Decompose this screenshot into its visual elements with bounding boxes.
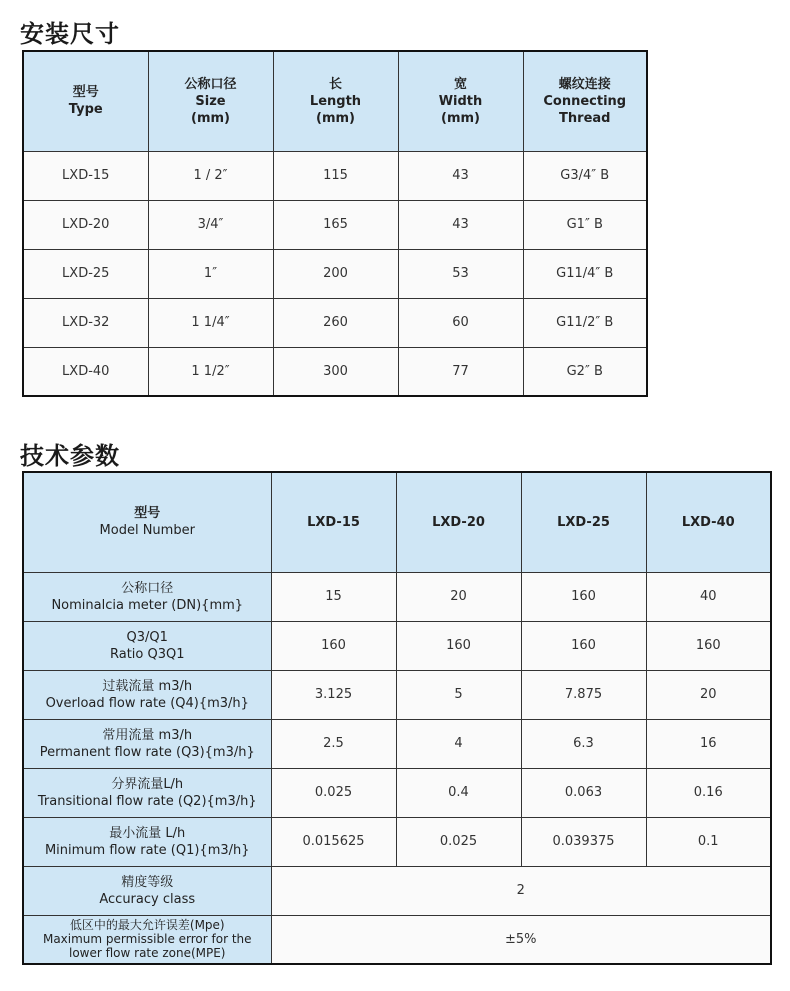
install-header-length: 长 Length (mm) xyxy=(273,51,398,151)
install-cell-size: 1″ xyxy=(148,249,273,298)
install-header-type: 型号 Type xyxy=(23,51,148,151)
install-cell-width: 53 xyxy=(398,249,523,298)
table-row xyxy=(23,621,771,670)
tech-section-title: 技术参数 xyxy=(20,442,120,470)
tech-cell: 16 xyxy=(646,719,771,768)
tech-cell: 160 xyxy=(396,621,521,670)
install-cell-thread: G11/2″ B xyxy=(523,298,647,347)
table-row xyxy=(23,347,647,396)
tech-cell: 40 xyxy=(646,572,771,621)
tech-header-model: 型号 Model Number xyxy=(23,472,271,572)
tech-row-label: 最小流量 L/h Minimum flow rate (Q1){m3/h} xyxy=(23,817,271,866)
install-cell-type: LXD-40 xyxy=(23,347,148,396)
tech-cell: 4 xyxy=(396,719,521,768)
install-header-size: 公称口径 Size (mm) xyxy=(148,51,273,151)
install-dimensions-table xyxy=(22,50,648,397)
install-cell-size: 3/4″ xyxy=(148,200,273,249)
tech-header-lxd20: LXD-20 xyxy=(396,472,521,572)
install-cell-width: 60 xyxy=(398,298,523,347)
tech-cell: 0.4 xyxy=(396,768,521,817)
install-cell-length: 300 xyxy=(273,347,398,396)
install-cell-thread: G1″ B xyxy=(523,200,647,249)
install-cell-length: 200 xyxy=(273,249,398,298)
tech-cell: 20 xyxy=(646,670,771,719)
tech-row-label: Q3/Q1 Ratio Q3Q1 xyxy=(23,621,271,670)
install-header-width: 宽 Width (mm) xyxy=(398,51,523,151)
install-cell-size: 1 1/4″ xyxy=(148,298,273,347)
tech-row-label: 过载流量 m3/h Overload flow rate (Q4){m3/h} xyxy=(23,670,271,719)
tech-cell: 0.025 xyxy=(396,817,521,866)
install-header-thread: 螺纹连接 Connecting Thread xyxy=(523,51,647,151)
table-row xyxy=(23,200,647,249)
install-section-title: 安装尺寸 xyxy=(20,20,120,48)
install-cell-length: 165 xyxy=(273,200,398,249)
tech-cell: 0.015625 xyxy=(271,817,396,866)
accuracy-class-label: 精度等级 Accuracy class xyxy=(23,866,271,915)
tech-row-label: 分界流量L/h Transitional flow rate (Q2){m3/h} xyxy=(23,768,271,817)
mpe-value: ±5% xyxy=(271,915,771,964)
install-header-row xyxy=(23,51,647,151)
tech-row-label: 公称口径 Nominalcia meter (DN){mm} xyxy=(23,572,271,621)
tech-cell: 0.16 xyxy=(646,768,771,817)
install-cell-length: 115 xyxy=(273,151,398,200)
tech-cell: 0.063 xyxy=(521,768,646,817)
table-row xyxy=(23,866,771,915)
tech-params-table xyxy=(22,471,772,965)
table-row xyxy=(23,151,647,200)
install-cell-width: 43 xyxy=(398,200,523,249)
install-cell-size: 1 / 2″ xyxy=(148,151,273,200)
table-row xyxy=(23,915,771,964)
tech-cell: 20 xyxy=(396,572,521,621)
tech-cell: 160 xyxy=(646,621,771,670)
install-cell-type: LXD-25 xyxy=(23,249,148,298)
install-cell-type: LXD-15 xyxy=(23,151,148,200)
accuracy-class-value: 2 xyxy=(271,866,771,915)
install-cell-width: 77 xyxy=(398,347,523,396)
tech-cell: 160 xyxy=(271,621,396,670)
table-row xyxy=(23,817,771,866)
tech-cell: 2.5 xyxy=(271,719,396,768)
install-cell-thread: G3/4″ B xyxy=(523,151,647,200)
table-row xyxy=(23,572,771,621)
install-cell-length: 260 xyxy=(273,298,398,347)
table-row xyxy=(23,670,771,719)
tech-header-lxd25: LXD-25 xyxy=(521,472,646,572)
install-cell-type: LXD-32 xyxy=(23,298,148,347)
tech-header-row xyxy=(23,472,771,572)
tech-row-label: 常用流量 m3/h Permanent flow rate (Q3){m3/h} xyxy=(23,719,271,768)
install-cell-thread: G2″ B xyxy=(523,347,647,396)
tech-cell: 0.025 xyxy=(271,768,396,817)
table-row xyxy=(23,298,647,347)
table-row xyxy=(23,719,771,768)
tech-header-lxd15: LXD-15 xyxy=(271,472,396,572)
tech-cell: 0.039375 xyxy=(521,817,646,866)
tech-cell: 7.875 xyxy=(521,670,646,719)
tech-cell: 160 xyxy=(521,621,646,670)
tech-cell: 6.3 xyxy=(521,719,646,768)
tech-cell: 0.1 xyxy=(646,817,771,866)
tech-cell: 160 xyxy=(521,572,646,621)
install-cell-width: 43 xyxy=(398,151,523,200)
mpe-label: 低区中的最大允许误差(Mpe) Maximum permissible error for the lower flow rate zone(MPE) xyxy=(23,915,271,964)
tech-header-lxd40: LXD-40 xyxy=(646,472,771,572)
install-cell-size: 1 1/2″ xyxy=(148,347,273,396)
table-row xyxy=(23,249,647,298)
install-cell-type: LXD-20 xyxy=(23,200,148,249)
install-cell-thread: G11/4″ B xyxy=(523,249,647,298)
tech-cell: 3.125 xyxy=(271,670,396,719)
tech-cell: 15 xyxy=(271,572,396,621)
table-row xyxy=(23,768,771,817)
tech-cell: 5 xyxy=(396,670,521,719)
